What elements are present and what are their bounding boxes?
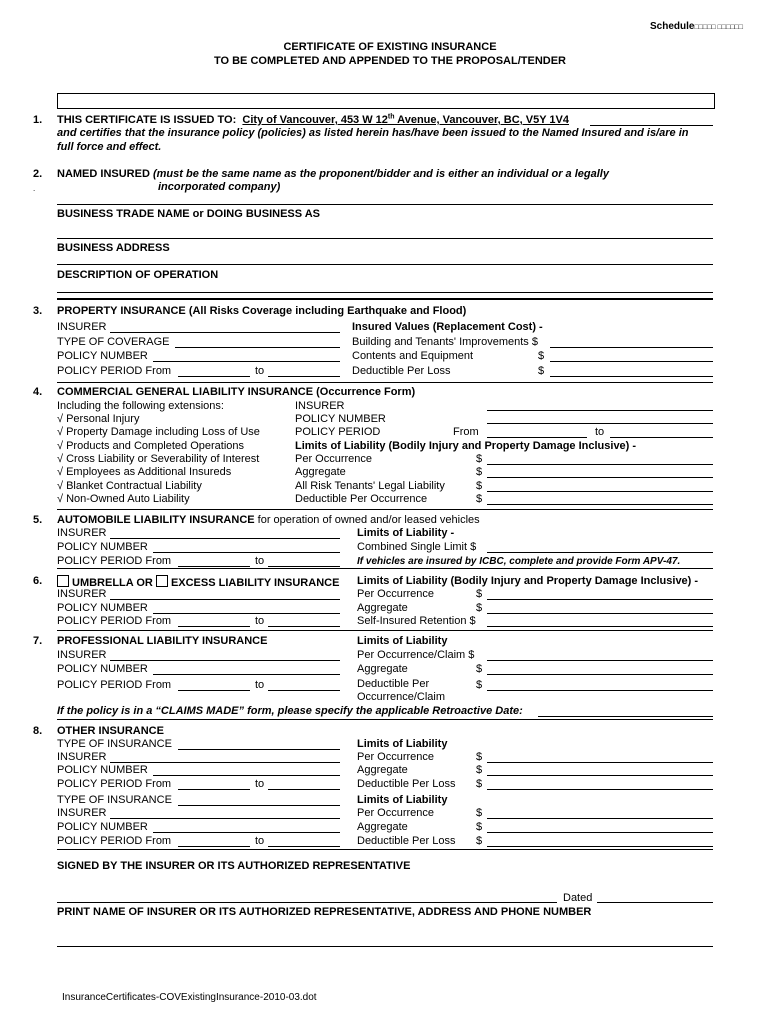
policy-period-label: POLICY PERIOD — [295, 426, 381, 438]
stray-dot: . — [33, 184, 36, 193]
section-number: 3. — [33, 305, 43, 317]
section-number: 1. — [33, 114, 43, 126]
dollar-sign: $ — [476, 835, 483, 847]
insurer-label: INSURER — [57, 527, 107, 539]
dated-label: Dated — [563, 892, 593, 904]
deductible-field[interactable] — [487, 690, 713, 691]
limits-label: Limits of Liability — [357, 794, 448, 806]
insurer-label: INSURER — [57, 751, 107, 763]
building-label: Building and Tenants' Improvements $ — [352, 336, 538, 348]
policy-number-label: POLICY NUMBER — [57, 541, 148, 553]
sir-label: Self-Insured Retention $ — [357, 615, 476, 627]
section-divider — [57, 382, 713, 383]
policy-number-field[interactable] — [153, 775, 340, 776]
form-title: CERTIFICATE OF EXISTING INSURANCE — [283, 41, 497, 53]
policy-period-label: POLICY PERIOD From — [57, 679, 172, 691]
period-to-field[interactable] — [268, 846, 340, 847]
policy-number-field[interactable] — [153, 613, 340, 614]
deductible-label: Deductible Per Loss — [352, 365, 451, 377]
extension-item: √ Employees as Additional Insureds — [57, 466, 232, 478]
dollar-sign: $ — [476, 821, 483, 833]
aggregate-label: Aggregate — [357, 821, 408, 833]
policy-number-label: POLICY NUMBER — [57, 764, 148, 776]
per-occurrence-claim-field[interactable] — [487, 660, 713, 661]
insurer-label: INSURER — [57, 588, 107, 600]
dollar-sign: $ — [538, 365, 545, 377]
policy-number-label: POLICY NUMBER — [295, 413, 386, 425]
section-number: 7. — [33, 635, 43, 647]
deductible-label: Deductible Per — [357, 678, 430, 690]
insurer-label: INSURER — [57, 321, 107, 333]
aggregate-label: Aggregate — [357, 602, 408, 614]
extension-item: √ Non-Owned Auto Liability — [57, 493, 190, 505]
excess-checkbox[interactable] — [156, 575, 168, 587]
limits-label: Limits of Liability (Bodily Injury and Property Damage Inclusive) - — [357, 575, 699, 587]
insurance-type-field[interactable] — [178, 749, 340, 750]
insurance-type-label: TYPE OF INSURANCE — [57, 738, 172, 750]
building-field[interactable] — [550, 347, 713, 348]
tenants-liability-field[interactable] — [487, 491, 713, 492]
period-to-field[interactable] — [268, 690, 340, 691]
footer-filename: InsuranceCertificates-COVExistingInsurance-2010-03.dot — [62, 992, 317, 1003]
dollar-sign: $ — [476, 480, 483, 492]
csl-field[interactable] — [487, 552, 713, 553]
deductible-field[interactable] — [487, 504, 713, 505]
to-label: to — [255, 679, 265, 691]
contents-field[interactable] — [550, 361, 713, 362]
dollar-sign: $ — [476, 453, 483, 465]
extension-item: √ Personal Injury — [57, 413, 140, 425]
policy-number-label: POLICY NUMBER — [57, 663, 148, 675]
business-address-label: BUSINESS ADDRESS — [57, 242, 170, 254]
period-from-field[interactable] — [178, 789, 250, 790]
dollar-sign: $ — [476, 663, 483, 675]
deductible-label: Deductible Per Loss — [357, 778, 456, 790]
aggregate-field[interactable] — [487, 775, 713, 776]
business-address-field[interactable] — [57, 264, 713, 265]
aggregate-label: Aggregate — [357, 764, 408, 776]
section-divider — [57, 298, 713, 300]
per-occurrence-field[interactable] — [487, 762, 713, 763]
insurer-field[interactable] — [110, 660, 340, 661]
extension-item: √ Cross Liability or Severability of Interest — [57, 453, 260, 465]
coverage-type-label: TYPE OF COVERAGE — [57, 336, 170, 348]
per-occurrence-label: Per Occurrence — [357, 807, 435, 819]
form-subtitle: TO BE COMPLETED AND APPENDED TO THE PROPOSAL/TENDER — [213, 55, 567, 67]
insurer-field[interactable] — [110, 332, 340, 333]
policy-number-label: POLICY NUMBER — [57, 350, 148, 362]
policy-period-label: POLICY PERIOD From — [57, 365, 172, 377]
claims-made-note: If the policy is in a “CLAIMS MADE” form, please specify the applicable Retroactive Date: — [57, 705, 523, 717]
aggregate-field[interactable] — [487, 674, 713, 675]
period-from-field[interactable] — [178, 376, 250, 377]
insurer-label: INSURER — [295, 400, 345, 412]
trade-name-field[interactable] — [57, 238, 713, 239]
dollar-sign: $ — [476, 466, 483, 478]
section-number: 5. — [33, 514, 43, 526]
dated-field[interactable] — [597, 902, 713, 903]
named-insured-note: incorporated company) — [158, 181, 281, 193]
auto-title: AUTOMOBILE LIABILITY INSURANCE for operation of owned and/or leased vehicles — [57, 514, 480, 526]
aggregate-label: Aggregate — [295, 466, 346, 478]
deductible-field[interactable] — [487, 789, 713, 790]
section-divider — [57, 509, 713, 510]
to-label: to — [255, 835, 265, 847]
cgl-title: COMMERCIAL GENERAL LIABILITY INSURANCE (Occurrence Form) — [57, 386, 416, 398]
dollar-sign: $ — [476, 602, 483, 614]
section-divider — [57, 719, 713, 720]
section-divider — [57, 630, 713, 631]
dollar-sign: $ — [476, 751, 483, 763]
policy-number-field[interactable] — [153, 674, 340, 675]
dollar-sign: $ — [476, 493, 483, 505]
issued-to-line — [590, 125, 713, 126]
description-label: DESCRIPTION OF OPERATION — [57, 269, 219, 281]
section-divider — [57, 849, 713, 850]
contents-label: Contents and Equipment — [352, 350, 474, 362]
umbrella-checkbox[interactable] — [57, 575, 69, 587]
section-divider — [57, 568, 713, 569]
policy-number-field[interactable] — [153, 832, 340, 833]
aggregate-label: Aggregate — [357, 663, 408, 675]
to-label: to — [255, 365, 265, 377]
per-occurrence-claim-label: Per Occurrence/Claim $ — [357, 649, 475, 661]
dollar-sign: $ — [476, 764, 483, 776]
period-to-field[interactable] — [268, 376, 340, 377]
policy-number-field[interactable] — [153, 361, 340, 362]
policy-period-label: POLICY PERIOD From — [57, 778, 172, 790]
to-label: to — [255, 615, 265, 627]
description-field[interactable] — [57, 292, 713, 293]
policy-number-label: POLICY NUMBER — [57, 821, 148, 833]
section-number: 4. — [33, 386, 43, 398]
deductible-field[interactable] — [550, 376, 713, 377]
limits-label: Limits of Liability - — [357, 527, 455, 539]
deductible-field[interactable] — [487, 846, 713, 847]
other-insurance-title: OTHER INSURANCE — [57, 725, 164, 737]
reference-box[interactable] — [57, 93, 715, 109]
period-to-field[interactable] — [610, 437, 713, 438]
period-from-field[interactable] — [178, 690, 250, 691]
schedule-label: Schedule□□□□□ □□□□□□ — [650, 21, 743, 32]
section-number: 8. — [33, 725, 43, 737]
certifies-text: and certifies that the insurance policy (policies) as listed herein has/have been issued to the Named Insured and is/are in — [57, 127, 689, 139]
dollar-sign: $ — [476, 679, 483, 691]
certifies-text-2: full force and effect. — [57, 141, 162, 153]
per-occurrence-label: Per Occurrence — [295, 453, 373, 465]
dollar-sign: $ — [538, 350, 545, 362]
policy-number-field[interactable] — [487, 423, 713, 424]
deductible-label-2: Occurrence/Claim — [357, 691, 446, 703]
dollar-sign: $ — [476, 807, 483, 819]
policy-number-label: POLICY NUMBER — [57, 602, 148, 614]
section-number: 6. — [33, 575, 43, 587]
deductible-label: Deductible Per Loss — [357, 835, 456, 847]
signature-field[interactable] — [57, 902, 557, 903]
per-occurrence-field[interactable] — [487, 818, 713, 819]
policy-number-field[interactable] — [153, 552, 340, 553]
umbrella-title: UMBRELLA OR EXCESS LIABILITY INSURANCE — [57, 575, 339, 590]
coverage-type-field[interactable] — [175, 347, 340, 348]
insurer-field[interactable] — [110, 762, 340, 763]
insurance-type-label: TYPE OF INSURANCE — [57, 794, 172, 806]
policy-period-label: POLICY PERIOD From — [57, 835, 172, 847]
extensions-label: Including the following extensions: — [57, 400, 224, 412]
certificate-issued-to: THIS CERTIFICATE IS ISSUED TO: City of Vancouver, 453 W 12th Avenue, Vancouver, BC, V5Y 1V4 — [57, 113, 569, 126]
dollar-sign: $ — [476, 778, 483, 790]
limits-label: Limits of Liability (Bodily Injury and Property Damage Inclusive) - — [295, 440, 637, 452]
dollar-sign: $ — [476, 588, 483, 600]
insurer-field[interactable] — [110, 599, 340, 600]
icbc-note: If vehicles are insured by ICBC, complete and provide Form APV-47. — [357, 556, 681, 567]
period-from-field[interactable] — [178, 566, 250, 567]
insurer-field[interactable] — [110, 538, 340, 539]
period-from-field[interactable] — [487, 437, 587, 438]
professional-title: PROFESSIONAL LIABILITY INSURANCE — [57, 635, 268, 647]
insurer-field[interactable] — [110, 818, 340, 819]
named-insured-field[interactable] — [57, 204, 713, 205]
aggregate-field[interactable] — [487, 477, 713, 478]
period-from-field[interactable] — [178, 626, 250, 627]
insurer-label: INSURER — [57, 807, 107, 819]
csl-label: Combined Single Limit $ — [357, 541, 477, 553]
extension-item: √ Products and Completed Operations — [57, 440, 245, 452]
to-label: to — [595, 426, 605, 438]
insurer-field[interactable] — [487, 410, 713, 411]
policy-period-label: POLICY PERIOD From — [57, 555, 172, 567]
limits-label: Limits of Liability — [357, 738, 448, 750]
aggregate-field[interactable] — [487, 832, 713, 833]
period-from-field[interactable] — [178, 846, 250, 847]
period-to-field[interactable] — [268, 789, 340, 790]
per-occurrence-label: Per Occurrence — [357, 588, 435, 600]
aggregate-field[interactable] — [487, 613, 713, 614]
insurance-type-field[interactable] — [178, 805, 340, 806]
print-name-label: PRINT NAME OF INSURER OR ITS AUTHORIZED REPRESENTATIVE, ADDRESS AND PHONE NUMBER — [57, 906, 592, 918]
extension-item: √ Blanket Contractual Liability — [57, 480, 202, 492]
insured-values-label: Insured Values (Replacement Cost) - — [352, 321, 543, 333]
per-occurrence-field[interactable] — [487, 599, 713, 600]
section-number: 2. — [33, 168, 43, 180]
per-occurrence-field[interactable] — [487, 464, 713, 465]
deductible-label: Deductible Per Occurrence — [295, 493, 428, 505]
from-label: From — [453, 426, 479, 438]
trade-name-label: BUSINESS TRADE NAME or DOING BUSINESS AS — [57, 208, 321, 220]
per-occurrence-label: Per Occurrence — [357, 751, 435, 763]
print-name-field[interactable] — [57, 946, 713, 947]
policy-period-label: POLICY PERIOD From — [57, 615, 172, 627]
signed-label: SIGNED BY THE INSURER OR ITS AUTHORIZED REPRESENTATIVE — [57, 860, 411, 872]
period-to-field[interactable] — [268, 566, 340, 567]
to-label: to — [255, 778, 265, 790]
retroactive-date-field[interactable] — [538, 716, 713, 717]
named-insured-label: NAMED INSURED (must be the same name as the proponent/bidder and is either an individual or a legally — [57, 168, 609, 180]
limits-label: Limits of Liability — [357, 635, 448, 647]
tenants-liability-label: All Risk Tenants' Legal Liability — [295, 480, 445, 492]
to-label: to — [255, 555, 265, 567]
period-to-field[interactable] — [268, 626, 340, 627]
insurer-label: INSURER — [57, 649, 107, 661]
sir-field[interactable] — [487, 626, 713, 627]
property-title: PROPERTY INSURANCE (All Risks Coverage including Earthquake and Flood) — [57, 305, 467, 317]
extension-item: √ Property Damage including Loss of Use — [57, 426, 260, 438]
